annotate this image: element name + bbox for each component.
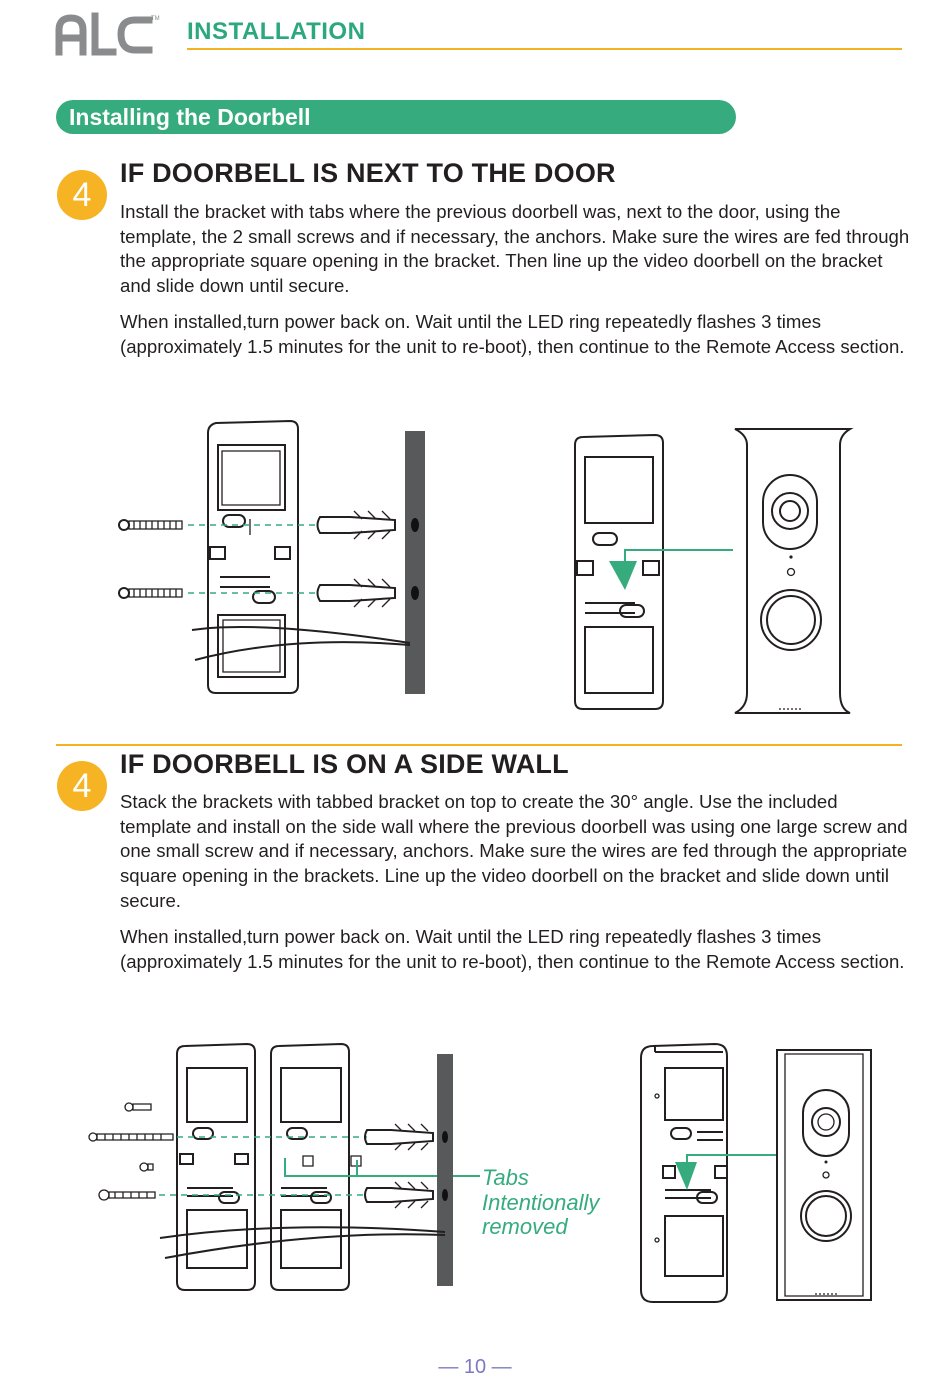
screw-icon (89, 1133, 173, 1141)
wall-anchor-icon (318, 579, 396, 607)
mounting-bracket (208, 421, 298, 693)
step-title-next-to-door: IF DOORBELL IS NEXT TO THE DOOR (120, 158, 616, 188)
arrow-down-icon (609, 561, 637, 590)
side-wall-install-illustration (85, 1040, 485, 1302)
wall-anchor-icon (365, 1124, 433, 1150)
step-paragraph: Stack the brackets with tabbed bracket on top to create the 30° angle. Use the included template and install on the side wall where the previous doorbell was using one large screw and one small screw and if necessary, anchors. Make sure the wires are fed through the appropriate square opening in the brackets. Line up the video doorbell on the bracket and slide down until secure. (120, 791, 908, 911)
page-number: — 10 — (438, 1356, 512, 1378)
screw-icon (99, 1190, 155, 1200)
step-number-badge: 4 (57, 761, 107, 811)
step-paragraph: Install the bracket with tabs where the previous doorbell was, next to the door, using the template, the 2 small screws and if necessary, the anchors. Make sure the wires are fed through the appropriate square opening in the bracket. Then line up the video doorbell on the bracket and slide down until secure. (120, 201, 910, 297)
side-wall-doorbell-illustration (635, 1040, 885, 1310)
doorbell-mount-illustration (565, 425, 865, 720)
section-banner: Installing the Doorbell (56, 100, 736, 134)
screw-icon (119, 520, 182, 530)
tabs-removed-callout: Tabs Intentionally removed (482, 1165, 600, 1239)
video-doorbell (735, 429, 850, 713)
step-title-side-wall: IF DOORBELL IS ON A SIDE WALL (120, 749, 569, 779)
step-number-badge: 4 (57, 170, 107, 220)
video-doorbell (777, 1050, 871, 1300)
wall (405, 431, 425, 694)
screw-icon (119, 588, 182, 598)
bracket-install-illustration (110, 415, 450, 710)
step-paragraph: When installed,turn power back on. Wait until the LED ring repeatedly flashes 3 times (approximately 1.5 minutes for the unit to re-boot), then continue to the Remote Access section. (120, 311, 905, 357)
svg-text:TM: TM (151, 16, 160, 22)
step-paragraph: When installed,turn power back on. Wait until the LED ring repeatedly flashes 3 times (approximately 1.5 minutes for the unit to re-boot), then continue to the Remote Access section. (120, 926, 905, 972)
header-divider (187, 48, 902, 50)
arrow-down-icon (675, 1162, 697, 1190)
section-divider (56, 744, 902, 746)
section-title: INSTALLATION (187, 18, 366, 45)
screw-icon (125, 1103, 151, 1111)
screw-icon (140, 1163, 153, 1171)
wall-anchor-icon (318, 511, 396, 539)
wall (437, 1054, 453, 1286)
alc-logo (55, 8, 165, 58)
wall-anchor-icon (365, 1182, 433, 1208)
